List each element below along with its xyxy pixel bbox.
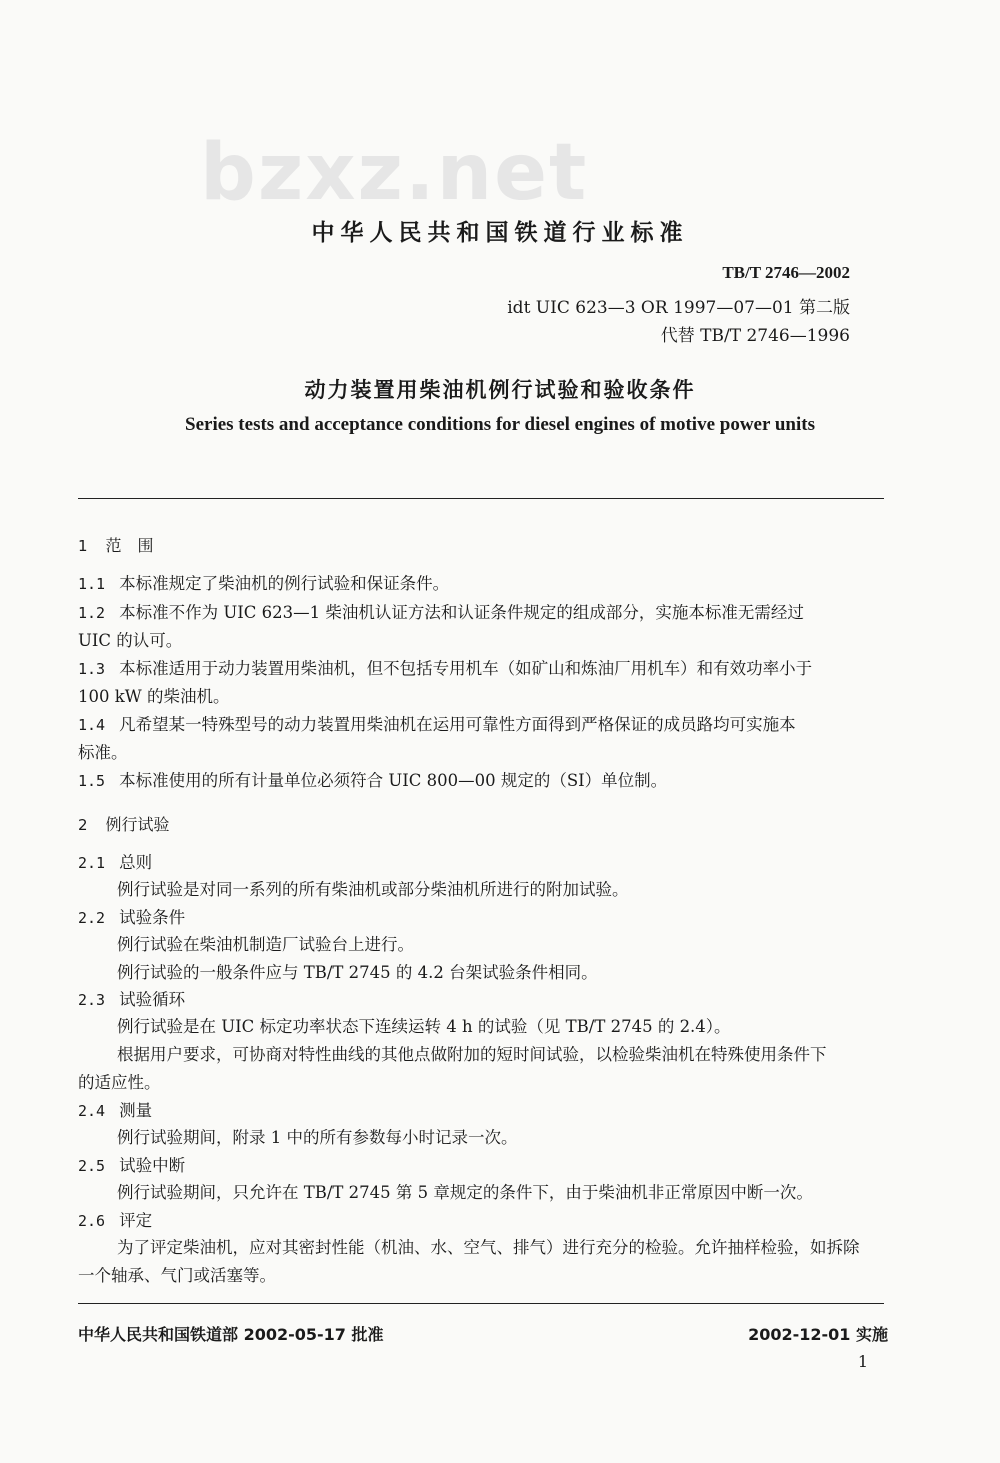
clause-2-6-text: 为了评定柴油机，应对其密封性能（机油、水、空气、排气）进行充分的检验。允许抽样检验，如拆除 <box>117 1238 860 1257</box>
clause-2-6-heading: 2.6 评定 <box>78 1211 153 1230</box>
document-title-en: Series tests and acceptance conditions for diesel engines of motive power units <box>185 414 815 435</box>
replaces-reference: 代替 TB/T 2746—1996 <box>660 326 850 346</box>
watermark: bzxz.net <box>200 128 589 218</box>
clause-2-2-heading: 2.2 试验条件 <box>78 908 186 927</box>
top-divider <box>78 498 884 499</box>
clause-2-5-heading: 2.5 试验中断 <box>78 1156 186 1175</box>
clause-2-2-text-1: 例行试验在柴油机制造厂试验台上进行。 <box>117 935 414 954</box>
idt-reference: idt UIC 623—3 OR 1997—07—01 第二版 <box>507 298 850 318</box>
clause-1-5: 1.5 本标准使用的所有计量单位必须符合 UIC 800—00 规定的（SI）单位制。 <box>78 771 668 790</box>
clause-1-4-continued: 标准。 <box>78 743 128 762</box>
clause-1-2: 1.2 本标准不作为 UIC 623—1 柴油机认证方法和认证条件规定的组成部分，实施本标准无需经过 <box>78 603 804 622</box>
clause-2-3-heading: 2.3 试验循环 <box>78 990 186 1009</box>
clause-2-4-heading: 2.4 测量 <box>78 1101 153 1120</box>
section-2-heading: 2 例行试验 <box>78 815 170 834</box>
clause-2-5-text: 例行试验期间，只允许在 TB/T 2745 第 5 章规定的条件下，由于柴油机非正常原因中断一次。 <box>117 1183 813 1202</box>
clause-1-3: 1.3 本标准适用于动力装置用柴油机，但不包括专用机车（如矿山和炼油厂用机车）和有效功率小于 <box>78 659 813 678</box>
page-number: 1 <box>857 1352 868 1371</box>
standard-title: 中华人民共和国铁道行业标准 <box>311 220 689 246</box>
clause-1-2-continued: UIC 的认可。 <box>78 631 183 650</box>
bottom-divider <box>78 1303 884 1304</box>
effective-date: 2002-12-01 实施 <box>748 1325 888 1344</box>
standard-code: TB/T 2746—2002 <box>722 263 850 282</box>
clause-2-3-text-2-continued: 的适应性。 <box>78 1073 161 1092</box>
clause-2-3-text-1: 例行试验是在 UIC 标定功率状态下连续运转 4 h 的试验（见 TB/T 2745 的 2.4）。 <box>117 1017 731 1036</box>
clause-1-4: 1.4 凡希望某一特殊型号的动力装置用柴油机在运用可靠性方面得到严格保证的成员路均可实施本 <box>78 715 796 734</box>
clause-2-3-text-2: 根据用户要求，可协商对特性曲线的其他点做附加的短时间试验，以检验柴油机在特殊使用条件下 <box>117 1045 827 1064</box>
clause-1-1: 1.1 本标准规定了柴油机的例行试验和保证条件。 <box>78 574 450 593</box>
clause-2-1-heading: 2.1 总则 <box>78 853 153 872</box>
clause-2-1-text: 例行试验是对同一系列的所有柴油机或部分柴油机所进行的附加试验。 <box>117 880 629 899</box>
clause-2-2-text-2: 例行试验的一般条件应与 TB/T 2745 的 4.2 台架试验条件相同。 <box>117 963 598 982</box>
approval-line: 中华人民共和国铁道部 2002-05-17 批准 <box>78 1325 384 1344</box>
clause-2-6-text-continued: 一个轴承、气门或活塞等。 <box>78 1266 276 1285</box>
clause-2-4-text: 例行试验期间，附录 1 中的所有参数每小时记录一次。 <box>117 1128 518 1147</box>
section-1-heading: 1 范 围 <box>78 536 154 555</box>
document-title-cn: 动力装置用柴油机例行试验和验收条件 <box>304 378 696 402</box>
clause-1-3-continued: 100 kW 的柴油机。 <box>78 687 230 706</box>
